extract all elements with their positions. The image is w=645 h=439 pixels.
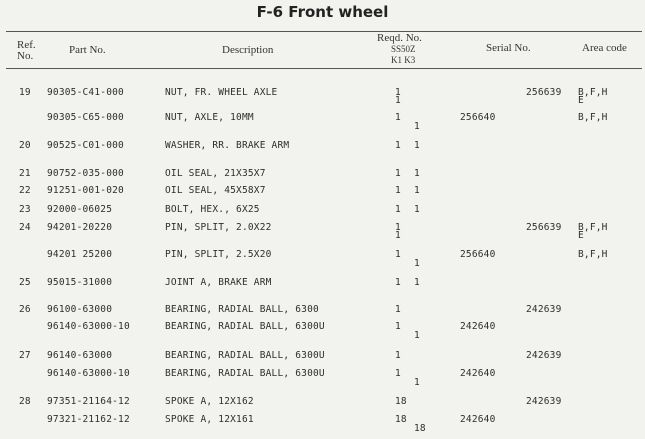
header-description: Description [222, 44, 274, 56]
qty-k3: 1 [414, 377, 420, 388]
ref-number: 26 [19, 304, 31, 315]
part-number: 92000-06025 [47, 204, 113, 215]
qty-k1: 1 [395, 222, 401, 233]
part-number: 96140-63000 [47, 350, 113, 361]
header-bottom-rule [6, 68, 642, 69]
table-row [0, 369, 645, 393]
qty-k1: 1 [395, 321, 401, 332]
area-code: E [578, 230, 584, 241]
part-description: NUT, AXLE, 10MM [165, 112, 254, 123]
part-number: 90752-035-000 [47, 168, 124, 179]
qty-k3: 1 [414, 121, 420, 132]
part-number: 90525-C01-000 [47, 140, 124, 151]
serial-from: 256640 [460, 112, 496, 123]
part-description: BOLT, HEX., 6X25 [165, 204, 260, 215]
header-reqd-line2: SS50Z [391, 44, 416, 54]
table-row [0, 113, 645, 137]
header-area-code: Area code [582, 42, 627, 54]
part-description: SPOKE A, 12X162 [165, 396, 254, 407]
header-part-no: Part No. [69, 44, 106, 56]
part-description: PIN, SPLIT, 2.5X20 [165, 249, 272, 260]
serial-from: 256640 [460, 249, 496, 260]
part-number: 95015-31000 [47, 277, 113, 288]
qty-k1: 1 [395, 249, 401, 260]
qty-k3: 1 [414, 140, 420, 151]
header-reqd-line1: Reqd. No. [377, 32, 422, 44]
qty-k1: 18 [395, 414, 407, 425]
qty-k1: 18 [395, 396, 407, 407]
area-code: B,F,H [578, 249, 608, 260]
ref-number: 24 [19, 222, 31, 233]
part-description: WASHER, RR. BRAKE ARM [165, 140, 290, 151]
qty-k1: 1 [395, 204, 401, 215]
part-description: SPOKE A, 12X161 [165, 414, 254, 425]
qty-k1: 1 [395, 350, 401, 361]
qty-k3: 1 [414, 204, 420, 215]
header-serial-no: Serial No. [486, 42, 531, 54]
table-row [0, 322, 645, 346]
qty-k1: 1 [395, 230, 401, 241]
part-description: BEARING, RADIAL BALL, 6300U [165, 321, 325, 332]
ref-number: 28 [19, 396, 31, 407]
qty-k3: 1 [414, 330, 420, 341]
serial-to: 242639 [526, 396, 562, 407]
part-number: 91251-001-020 [47, 185, 124, 196]
area-code: B,F,H [578, 87, 608, 98]
table-row [0, 88, 645, 112]
part-description: OIL SEAL, 45X58X7 [165, 185, 266, 196]
area-code: B,F,H [578, 222, 608, 233]
serial-from: 242640 [460, 321, 496, 332]
part-number: 94201-20220 [47, 222, 113, 233]
qty-k1: 1 [395, 185, 401, 196]
part-description: JOINT A, BRAKE ARM [165, 277, 272, 288]
qty-k3: 1 [414, 168, 420, 179]
qty-k1: 1 [395, 95, 401, 106]
part-number: 97351-21164-12 [47, 396, 130, 407]
serial-to: 242639 [526, 350, 562, 361]
ref-number: 27 [19, 350, 31, 361]
part-number: 94201 25200 [47, 249, 113, 260]
header-ref-line1: Ref. [17, 39, 36, 51]
header-top-rule [6, 31, 642, 32]
part-number: 97321-21162-12 [47, 414, 130, 425]
page-title: F-6 Front wheel [256, 3, 389, 21]
part-description: BEARING, RADIAL BALL, 6300 [165, 304, 319, 315]
qty-k1: 1 [395, 140, 401, 151]
qty-k1: 1 [395, 304, 401, 315]
ref-number: 21 [19, 168, 31, 179]
part-description: PIN, SPLIT, 2.0X22 [165, 222, 272, 233]
serial-to: 242639 [526, 304, 562, 315]
qty-k3: 1 [414, 258, 420, 269]
part-number: 96140-63000-10 [47, 368, 130, 379]
qty-k3: 1 [414, 185, 420, 196]
qty-k1: 1 [395, 112, 401, 123]
header-ref-line2: No. [17, 50, 34, 62]
table-row [0, 250, 645, 274]
area-code: E [578, 95, 584, 106]
part-number: 96140-63000-10 [47, 321, 130, 332]
serial-from: 242640 [460, 368, 496, 379]
part-description: NUT, FR. WHEEL AXLE [165, 87, 278, 98]
ref-number: 23 [19, 204, 31, 215]
area-code: B,F,H [578, 112, 608, 123]
table-row [0, 415, 645, 439]
table-row [0, 223, 645, 247]
part-number: 90305-C65-000 [47, 112, 124, 123]
ref-number: 25 [19, 277, 31, 288]
part-description: BEARING, RADIAL BALL, 6300U [165, 350, 325, 361]
part-description: OIL SEAL, 21X35X7 [165, 168, 266, 179]
table-row [0, 141, 645, 165]
qty-k3: 1 [414, 277, 420, 288]
qty-k1: 1 [395, 368, 401, 379]
ref-number: 19 [19, 87, 31, 98]
part-number: 96100-63000 [47, 304, 113, 315]
ref-number: 22 [19, 185, 31, 196]
header-reqd-line3: K1 K3 [391, 55, 416, 65]
serial-to: 256639 [526, 87, 562, 98]
ref-number: 20 [19, 140, 31, 151]
serial-to: 256639 [526, 222, 562, 233]
qty-k1: 1 [395, 277, 401, 288]
part-number: 90305-C41-000 [47, 87, 124, 98]
table-row [0, 278, 645, 302]
serial-from: 242640 [460, 414, 496, 425]
part-description: BEARING, RADIAL BALL, 6300U [165, 368, 325, 379]
qty-k1: 1 [395, 87, 401, 98]
qty-k1: 1 [395, 168, 401, 179]
qty-k3: 18 [414, 423, 426, 434]
